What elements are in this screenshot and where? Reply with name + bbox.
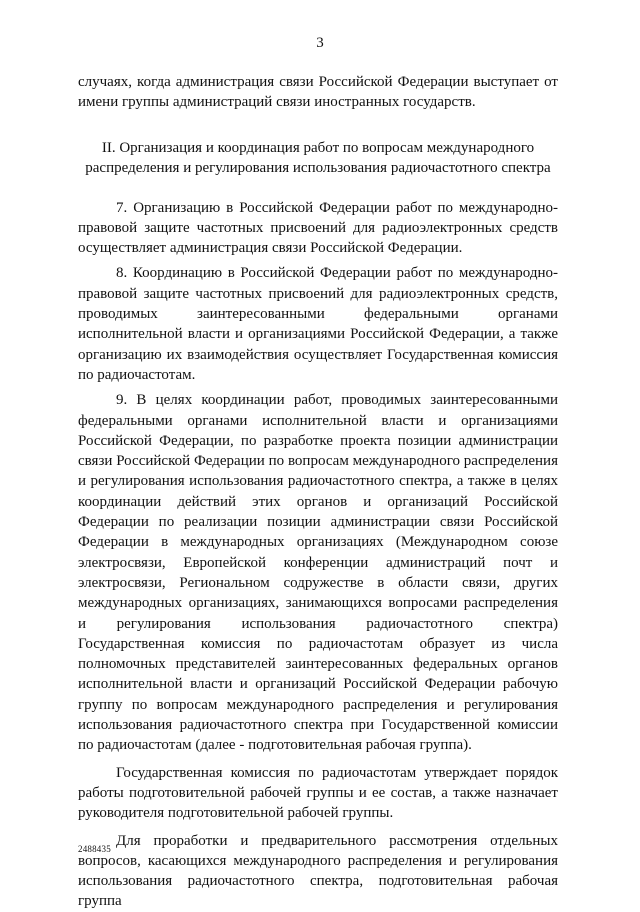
page-number: 3 (316, 35, 324, 51)
paragraph-7: 7. Организацию в Российской Федерации работ по международно-правовой защите частотных присвоений для радиоэлектронных средств осуществляет администрация связи Российской Федерации. (78, 199, 558, 257)
paragraph-commission-approval: Государственная комиссия по радиочастотам утверждает порядок работы подготовительной рабочей группы и ее состав, а также назначает руководителя подготовительной рабочей группы. (78, 764, 558, 822)
section-heading (78, 138, 558, 178)
paragraph-9: 9. В целях координации работ, проводимых заинтересованными федеральными органами исполнительной власти и организациями Российской Федерации, по разработке проекта позиции администрации связи Российской Федерации по вопросам международного распределения и регулирования использования радиочастотного спектра, а также в целях координации действий этих органов и организаций Российской Федерации по реализации позиции администрации связи Российской Федерации в международных организациях (Международном союзе электросвязи, Европейской конференции администраций почт и электросвязи, Региональном содружестве в области связи, других международных организациях, занимающихся вопросами распределения и регулирования использования радиочастотного спектра) Государственная комиссия по радиочастотам образует из числа полномочных представителей заинтересованных федеральных органов исполнительной власти и организаций Российской Федерации рабочую группу по вопросам международного распределения и регулирования использования радиочастотного спектра при Государственной комиссии по радиочастотам (далее - подготовительная рабочая группа). (78, 392, 558, 754)
section-heading-line-2: распределения и регулирования использования радиочастотного спектра (85, 159, 551, 176)
document-code: 2488435 (78, 844, 111, 854)
paragraph-working-subgroups: Для проработки и предварительного рассмотрения отдельных вопросов, касающихся международного распределения и регулирования использования радиочастотного спектра, подготовительная рабочая группа (78, 832, 558, 910)
section-heading-line-1: II. Организация и координация работ по вопросам международного (101, 139, 535, 156)
document-body (78, 72, 558, 912)
paragraph-8: 8. Координацию в Российской Федерации работ по международно-правовой защите частотных присвоений для радиоэлектронных средств, проводимых заинтересованными федеральными органами исполнительной власти и организациями Российской Федерации, а также организацию их взаимодействия осуществляет Государственная комиссия по радиочастотам. (78, 265, 558, 383)
continuation-paragraph: случаях, когда администрация связи Российской Федерации выступает от имени группы администраций связи иностранных государств. (78, 74, 558, 111)
